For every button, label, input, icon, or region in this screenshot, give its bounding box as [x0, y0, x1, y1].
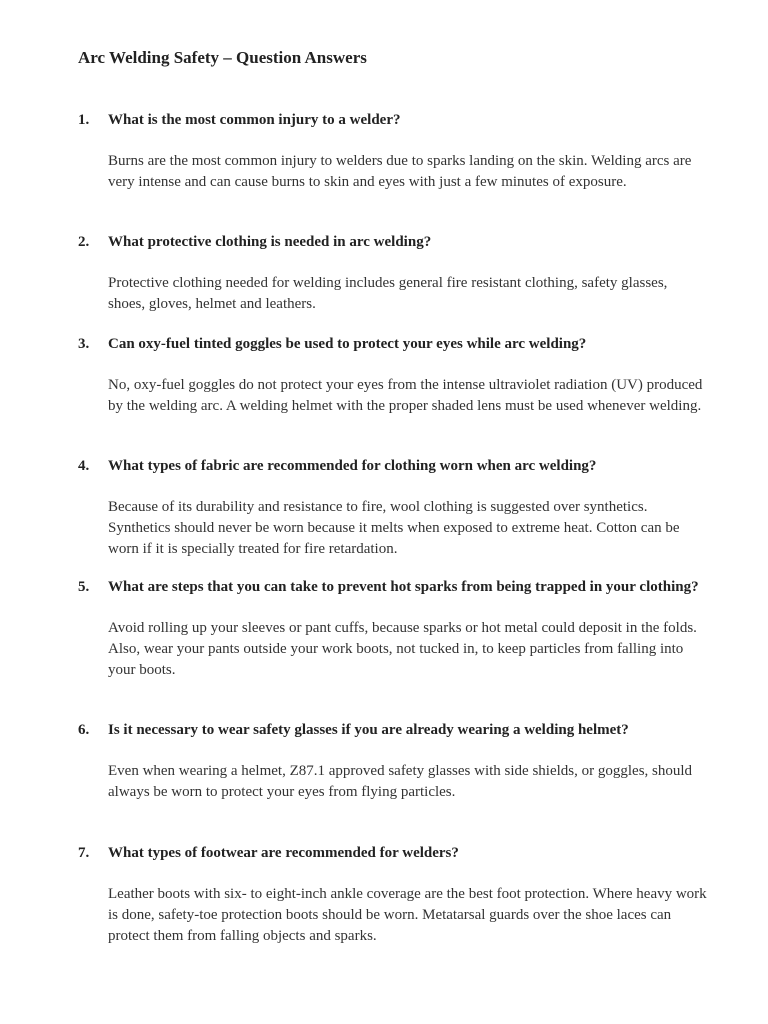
question-number: 2. [78, 234, 90, 250]
question-6 [78, 720, 708, 741]
question-4 [78, 456, 708, 477]
page-title: Arc Welding Safety – Question Answers [78, 48, 367, 67]
qa-item-1 [78, 110, 708, 193]
qa-item-3 [78, 334, 708, 417]
question-3 [78, 334, 708, 355]
qa-item-7 [78, 843, 708, 947]
question-number: 6. [78, 722, 90, 738]
answer-1: Burns are the most common injury to welders due to sparks landing on the skin. Welding arcs are very intense and can cause burns to skin and eyes with just a few minutes of exposure. [108, 153, 692, 190]
answer-5: Avoid rolling up your sleeves or pant cuffs, because sparks or hot metal could deposit in the folds. Also, wear your pants outside your work boots, not tucked in, to keep particles from falling into your boots. [108, 620, 697, 678]
question-number: 5. [78, 579, 90, 595]
question-text: What is the most common injury to a welder? [108, 112, 401, 128]
question-5 [78, 577, 708, 598]
question-7 [78, 843, 708, 864]
question-text: What types of fabric are recommended for clothing worn when arc welding? [108, 458, 597, 474]
answer-7: Leather boots with six- to eight-inch ankle coverage are the best foot protection. Where heavy work is done, safety-toe protection boots should be worn. Metatarsal guards over the shoe laces can protect them from falling objects and sparks. [108, 886, 707, 944]
answer-4: Because of its durability and resistance to fire, wool clothing is suggested over synthetics. Synthetics should never be worn because it melts when exposed to extreme heat. Cotton can be worn if it is specially treated for fire retardation. [108, 499, 680, 557]
question-2 [78, 232, 708, 253]
qa-item-5 [78, 577, 708, 681]
question-number: 7. [78, 845, 90, 861]
question-text: Can oxy-fuel tinted goggles be used to protect your eyes while arc welding? [108, 336, 587, 352]
qa-item-2 [78, 232, 708, 315]
answer-3: No, oxy-fuel goggles do not protect your eyes from the intense ultraviolet radiation (UV) produced by the welding arc. A welding helmet with the proper shaded lens must be used whenever welding. [108, 377, 703, 414]
question-number: 1. [78, 112, 90, 128]
question-text: Is it necessary to wear safety glasses if you are already wearing a welding helmet? [108, 722, 629, 738]
answer-2: Protective clothing needed for welding includes general fire resistant clothing, safety glasses, shoes, gloves, helmet and leathers. [108, 275, 668, 312]
qa-item-6 [78, 720, 708, 803]
question-text: What are steps that you can take to prevent hot sparks from being trapped in your clothing? [108, 579, 699, 595]
question-number: 4. [78, 458, 90, 474]
question-text: What protective clothing is needed in arc welding? [108, 234, 432, 250]
qa-item-4 [78, 456, 708, 560]
answer-6: Even when wearing a helmet, Z87.1 approved safety glasses with side shields, or goggles, should always be worn to protect your eyes from flying particles. [108, 763, 693, 800]
question-1 [78, 110, 708, 131]
question-text: What types of footwear are recommended for welders? [108, 845, 459, 861]
question-number: 3. [78, 336, 90, 352]
